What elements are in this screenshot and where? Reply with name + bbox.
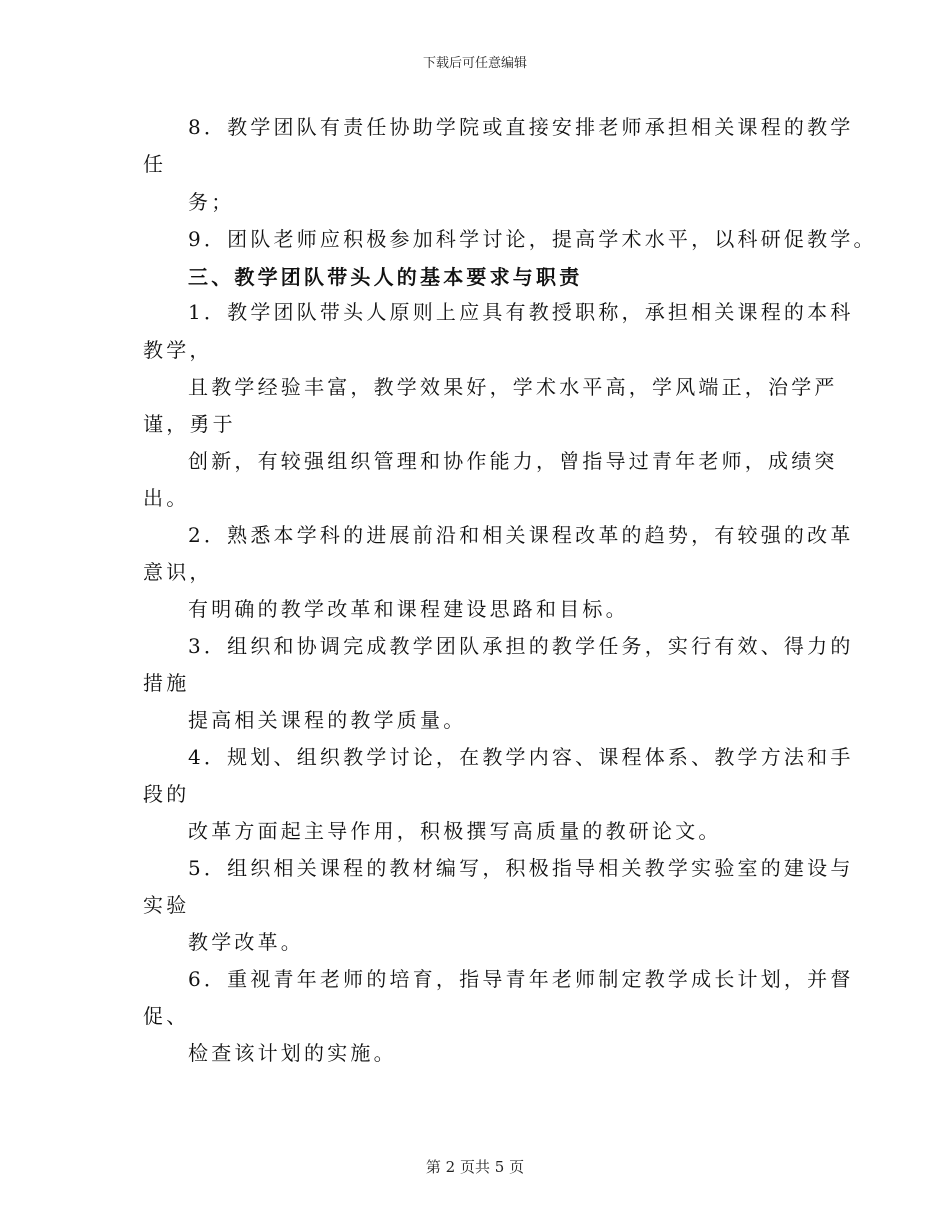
doc-line: 改革方面起主导作用，积极撰写高质量的教研论文。 (188, 819, 722, 843)
doc-line: 出。 (143, 486, 190, 510)
doc-line: 1．教学团队带头人原则上应具有教授职称，承担相关课程的本科 (188, 300, 854, 324)
doc-line: 4．规划、组织教学讨论，在教学内容、课程体系、教学方法和手 (188, 745, 854, 769)
section-heading: 三、教学团队带头人的基本要求与职责 (188, 265, 583, 289)
doc-line: 9．团队老师应积极参加科学讨论，提高学术水平，以科研促教学。 (188, 227, 877, 251)
doc-line: 教学改革。 (188, 930, 304, 954)
doc-line: 任 (143, 152, 167, 176)
doc-line: 段的 (143, 782, 190, 806)
doc-line: 6．重视青年老师的培育，指导青年老师制定教学成长计划，并督 (188, 967, 854, 991)
doc-line: 检查该计划的实施。 (188, 1041, 397, 1065)
doc-line: 提高相关课程的教学质量。 (188, 708, 467, 732)
doc-line: 2．熟悉本学科的进展前沿和相关课程改革的趋势，有较强的改革 (188, 523, 854, 547)
page-footer: 第 2 页共 5 页 (425, 1158, 525, 1176)
doc-line: 8．教学团队有责任协助学院或直接安排老师承担相关课程的教学 (188, 115, 854, 139)
doc-line: 促、 (143, 1004, 190, 1028)
doc-line: 教学， (143, 338, 213, 362)
doc-line: 谨，勇于 (143, 412, 236, 436)
doc-line: 且教学经验丰富，教学效果好，学术水平高，学风端正，治学严 (188, 375, 838, 399)
doc-line: 创新，有较强组织管理和协作能力，曾指导过青年老师，成绩突 (188, 449, 838, 473)
doc-line: 5．组织相关课程的教材编写，积极指导相关教学实验室的建设与 (188, 856, 854, 880)
page-header: 下载后可任意编辑 (422, 56, 527, 71)
doc-line: 意识， (143, 560, 213, 584)
doc-line: 务； (188, 190, 235, 214)
doc-line: 实验 (143, 893, 190, 917)
doc-line: 3．组织和协调完成教学团队承担的教学任务，实行有效、得力的 (188, 634, 854, 658)
doc-line: 有明确的教学改革和课程建设思路和目标。 (188, 597, 629, 621)
doc-line: 措施 (143, 671, 190, 695)
